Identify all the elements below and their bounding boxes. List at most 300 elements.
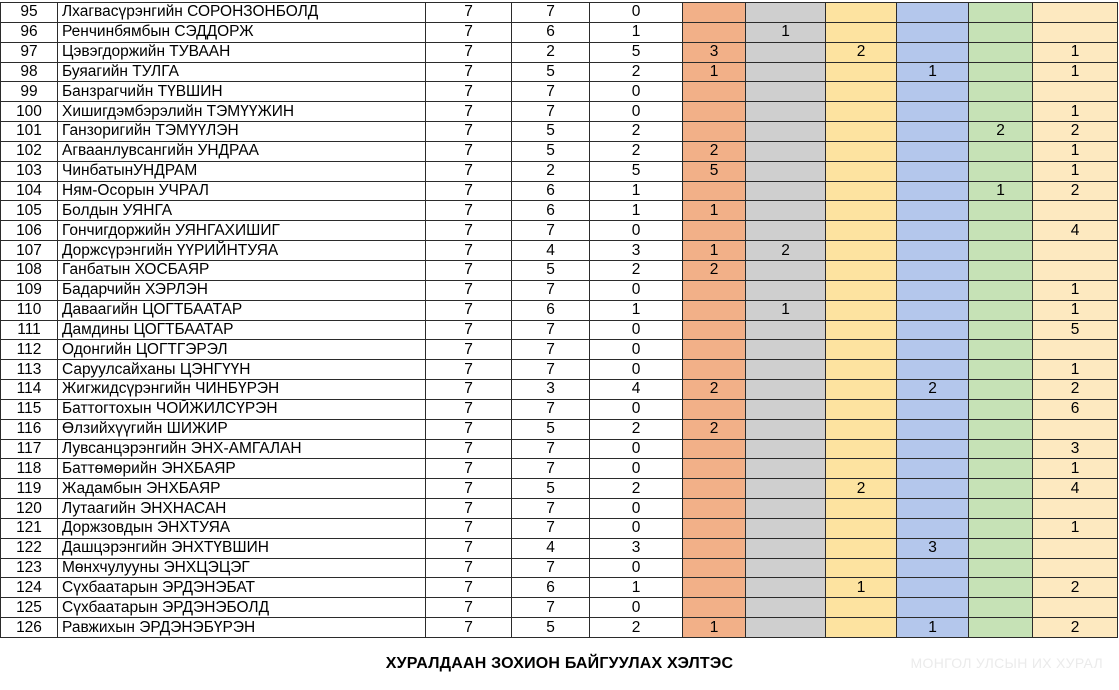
row-number-cell: 125 <box>1 598 58 618</box>
category-1-cell <box>683 221 746 241</box>
absent-count-cell: 4 <box>590 380 683 400</box>
total-count-cell: 7 <box>426 459 512 479</box>
absent-count-cell: 3 <box>590 538 683 558</box>
category-2-cell <box>746 558 826 578</box>
total-count-cell: 7 <box>426 260 512 280</box>
category-6-cell <box>1033 419 1118 439</box>
present-count-cell: 7 <box>512 558 590 578</box>
category-5-cell <box>969 3 1033 23</box>
category-3-cell <box>826 181 897 201</box>
category-1-cell <box>683 82 746 102</box>
absent-count-cell: 0 <box>590 439 683 459</box>
member-name-cell: Лувсанцэрэнгийн ЭНХ-АМГАЛАН <box>58 439 426 459</box>
table-row <box>1 499 1118 519</box>
category-6-cell: 2 <box>1033 618 1118 638</box>
table-row <box>1 3 1118 23</box>
absent-count-cell: 2 <box>590 419 683 439</box>
category-1-cell: 1 <box>683 62 746 82</box>
member-name-cell: Дашцэрэнгийн ЭНХТҮВШИН <box>58 538 426 558</box>
category-2-cell <box>746 42 826 62</box>
present-count-cell: 2 <box>512 161 590 181</box>
category-4-cell <box>897 360 969 380</box>
category-5-cell <box>969 82 1033 102</box>
category-4-cell <box>897 300 969 320</box>
category-5-cell <box>969 538 1033 558</box>
category-2-cell <box>746 499 826 519</box>
category-6-cell <box>1033 499 1118 519</box>
total-count-cell: 7 <box>426 241 512 261</box>
absent-count-cell: 1 <box>590 22 683 42</box>
absent-count-cell: 0 <box>590 340 683 360</box>
table-row <box>1 360 1118 380</box>
category-2-cell <box>746 479 826 499</box>
category-4-cell <box>897 22 969 42</box>
table-row <box>1 241 1118 261</box>
absent-count-cell: 0 <box>590 3 683 23</box>
row-number-cell: 102 <box>1 141 58 161</box>
absent-count-cell: 0 <box>590 360 683 380</box>
category-6-cell: 1 <box>1033 360 1118 380</box>
category-1-cell <box>683 538 746 558</box>
category-2-cell <box>746 399 826 419</box>
category-3-cell <box>826 122 897 142</box>
category-5-cell <box>969 380 1033 400</box>
total-count-cell: 7 <box>426 380 512 400</box>
category-2-cell <box>746 62 826 82</box>
table-row <box>1 22 1118 42</box>
category-2-cell <box>746 3 826 23</box>
category-4-cell <box>897 399 969 419</box>
member-name-cell: Өлзийхүүгийн ШИЖИР <box>58 419 426 439</box>
absent-count-cell: 3 <box>590 241 683 261</box>
total-count-cell: 7 <box>426 578 512 598</box>
category-2-cell <box>746 260 826 280</box>
category-1-cell <box>683 518 746 538</box>
row-number-cell: 119 <box>1 479 58 499</box>
table-row <box>1 320 1118 340</box>
table-row <box>1 122 1118 142</box>
row-number-cell: 111 <box>1 320 58 340</box>
total-count-cell: 7 <box>426 280 512 300</box>
category-3-cell <box>826 538 897 558</box>
category-5-cell <box>969 459 1033 479</box>
category-2-cell <box>746 538 826 558</box>
category-6-cell <box>1033 598 1118 618</box>
category-3-cell <box>826 82 897 102</box>
category-1-cell: 2 <box>683 419 746 439</box>
category-2-cell <box>746 380 826 400</box>
category-5-cell <box>969 439 1033 459</box>
category-6-cell <box>1033 260 1118 280</box>
member-name-cell: Одонгийн ЦОГТГЭРЭЛ <box>58 340 426 360</box>
category-5-cell <box>969 399 1033 419</box>
category-6-cell: 1 <box>1033 102 1118 122</box>
member-name-cell: Цэвэгдоржийн ТУВААН <box>58 42 426 62</box>
table-row <box>1 141 1118 161</box>
category-5-cell <box>969 499 1033 519</box>
row-number-cell: 108 <box>1 260 58 280</box>
row-number-cell: 126 <box>1 618 58 638</box>
category-1-cell <box>683 499 746 519</box>
present-count-cell: 5 <box>512 419 590 439</box>
member-name-cell: Банзрагчийн ТҮВШИН <box>58 82 426 102</box>
category-3-cell <box>826 102 897 122</box>
table-row <box>1 399 1118 419</box>
present-count-cell: 7 <box>512 399 590 419</box>
row-number-cell: 115 <box>1 399 58 419</box>
category-1-cell <box>683 360 746 380</box>
absent-count-cell: 0 <box>590 499 683 519</box>
category-1-cell <box>683 3 746 23</box>
category-2-cell <box>746 320 826 340</box>
category-6-cell <box>1033 22 1118 42</box>
absent-count-cell: 2 <box>590 618 683 638</box>
category-3-cell <box>826 320 897 340</box>
category-1-cell: 1 <box>683 618 746 638</box>
category-4-cell <box>897 518 969 538</box>
absent-count-cell: 1 <box>590 300 683 320</box>
row-number-cell: 110 <box>1 300 58 320</box>
absent-count-cell: 2 <box>590 122 683 142</box>
category-2-cell <box>746 221 826 241</box>
category-4-cell <box>897 181 969 201</box>
absent-count-cell: 0 <box>590 102 683 122</box>
category-2-cell <box>746 578 826 598</box>
total-count-cell: 7 <box>426 102 512 122</box>
row-number-cell: 105 <box>1 201 58 221</box>
absent-count-cell: 0 <box>590 320 683 340</box>
present-count-cell: 7 <box>512 518 590 538</box>
category-5-cell <box>969 280 1033 300</box>
category-3-cell <box>826 558 897 578</box>
category-6-cell: 1 <box>1033 459 1118 479</box>
category-6-cell: 1 <box>1033 280 1118 300</box>
category-4-cell <box>897 102 969 122</box>
category-4-cell <box>897 320 969 340</box>
table-row <box>1 618 1118 638</box>
table-row <box>1 518 1118 538</box>
category-1-cell <box>683 479 746 499</box>
category-4-cell <box>897 260 969 280</box>
absent-count-cell: 1 <box>590 201 683 221</box>
category-5-cell <box>969 360 1033 380</box>
category-5-cell <box>969 300 1033 320</box>
absent-count-cell: 1 <box>590 181 683 201</box>
category-3-cell <box>826 3 897 23</box>
present-count-cell: 7 <box>512 221 590 241</box>
category-3-cell <box>826 459 897 479</box>
category-6-cell <box>1033 201 1118 221</box>
present-count-cell: 7 <box>512 3 590 23</box>
department-title: ХУРАЛДААН ЗОХИОН БАЙГУУЛАХ ХЭЛТЭС <box>385 655 734 672</box>
row-number-cell: 122 <box>1 538 58 558</box>
member-name-cell: Баттөмөрийн ЭНХБАЯР <box>58 459 426 479</box>
category-3-cell <box>826 62 897 82</box>
category-6-cell: 1 <box>1033 300 1118 320</box>
member-name-cell: ЧинбатынУНДРАМ <box>58 161 426 181</box>
category-4-cell <box>897 201 969 221</box>
category-3-cell <box>826 280 897 300</box>
category-5-cell: 2 <box>969 122 1033 142</box>
category-3-cell <box>826 419 897 439</box>
present-count-cell: 6 <box>512 201 590 221</box>
present-count-cell: 7 <box>512 320 590 340</box>
table-row <box>1 161 1118 181</box>
absent-count-cell: 5 <box>590 42 683 62</box>
present-count-cell: 6 <box>512 300 590 320</box>
category-6-cell: 2 <box>1033 122 1118 142</box>
table-row <box>1 558 1118 578</box>
member-name-cell: Сүхбаатарын ЭРДЭНЭБОЛД <box>58 598 426 618</box>
category-5-cell <box>969 22 1033 42</box>
total-count-cell: 7 <box>426 201 512 221</box>
table-row <box>1 459 1118 479</box>
member-name-cell: Доржсүрэнгийн ҮҮРИЙНТУЯА <box>58 241 426 261</box>
member-name-cell: Равжихын ЭРДЭНЭБҮРЭН <box>58 618 426 638</box>
category-5-cell <box>969 141 1033 161</box>
category-6-cell <box>1033 82 1118 102</box>
row-number-cell: 121 <box>1 518 58 538</box>
table-body <box>1 3 1118 638</box>
row-number-cell: 107 <box>1 241 58 261</box>
total-count-cell: 7 <box>426 22 512 42</box>
category-5-cell <box>969 42 1033 62</box>
category-6-cell <box>1033 558 1118 578</box>
row-number-cell: 95 <box>1 3 58 23</box>
member-name-cell: Гончигдоржийн УЯНГАХИШИГ <box>58 221 426 241</box>
category-5-cell <box>969 221 1033 241</box>
category-3-cell <box>826 260 897 280</box>
category-5-cell <box>969 479 1033 499</box>
row-number-cell: 99 <box>1 82 58 102</box>
member-name-cell: Жадамбын ЭНХБАЯР <box>58 479 426 499</box>
table-row <box>1 439 1118 459</box>
category-5-cell <box>969 320 1033 340</box>
member-name-cell: Ганбатын ХОСБАЯР <box>58 260 426 280</box>
present-count-cell: 6 <box>512 181 590 201</box>
category-2-cell <box>746 280 826 300</box>
category-1-cell <box>683 181 746 201</box>
table-row <box>1 181 1118 201</box>
category-4-cell <box>897 479 969 499</box>
category-3-cell <box>826 598 897 618</box>
category-1-cell: 3 <box>683 42 746 62</box>
present-count-cell: 7 <box>512 82 590 102</box>
category-1-cell <box>683 598 746 618</box>
member-name-cell: Жигжидсүрэнгийн ЧИНБҮРЭН <box>58 380 426 400</box>
category-3-cell <box>826 518 897 538</box>
category-6-cell: 6 <box>1033 399 1118 419</box>
row-number-cell: 106 <box>1 221 58 241</box>
category-1-cell: 2 <box>683 260 746 280</box>
category-1-cell: 5 <box>683 161 746 181</box>
category-3-cell <box>826 22 897 42</box>
category-3-cell <box>826 161 897 181</box>
category-4-cell <box>897 578 969 598</box>
category-1-cell <box>683 102 746 122</box>
category-4-cell <box>897 122 969 142</box>
present-count-cell: 7 <box>512 280 590 300</box>
category-1-cell: 1 <box>683 241 746 261</box>
present-count-cell: 7 <box>512 360 590 380</box>
total-count-cell: 7 <box>426 518 512 538</box>
row-number-cell: 117 <box>1 439 58 459</box>
present-count-cell: 7 <box>512 598 590 618</box>
category-1-cell <box>683 578 746 598</box>
table-row <box>1 260 1118 280</box>
total-count-cell: 7 <box>426 161 512 181</box>
row-number-cell: 101 <box>1 122 58 142</box>
category-5-cell: 1 <box>969 181 1033 201</box>
category-2-cell <box>746 518 826 538</box>
category-3-cell <box>826 618 897 638</box>
present-count-cell: 5 <box>512 62 590 82</box>
total-count-cell: 7 <box>426 122 512 142</box>
category-6-cell: 2 <box>1033 380 1118 400</box>
row-number-cell: 123 <box>1 558 58 578</box>
table-row <box>1 82 1118 102</box>
category-1-cell <box>683 320 746 340</box>
absent-count-cell: 0 <box>590 280 683 300</box>
category-4-cell <box>897 558 969 578</box>
category-2-cell: 1 <box>746 300 826 320</box>
category-6-cell: 1 <box>1033 62 1118 82</box>
absent-count-cell: 0 <box>590 399 683 419</box>
category-6-cell: 4 <box>1033 479 1118 499</box>
row-number-cell: 118 <box>1 459 58 479</box>
absent-count-cell: 2 <box>590 62 683 82</box>
member-name-cell: Сүхбаатарын ЭРДЭНЭБАТ <box>58 578 426 598</box>
table-row <box>1 598 1118 618</box>
category-2-cell <box>746 340 826 360</box>
total-count-cell: 7 <box>426 181 512 201</box>
category-3-cell <box>826 241 897 261</box>
member-name-cell: Агваанлувсангийн УНДРАА <box>58 141 426 161</box>
category-2-cell <box>746 439 826 459</box>
row-number-cell: 116 <box>1 419 58 439</box>
table-row <box>1 201 1118 221</box>
category-3-cell: 2 <box>826 42 897 62</box>
watermark: МОНГОЛ УЛСЫН ИХ ХУРАЛ <box>910 655 1103 671</box>
category-1-cell: 2 <box>683 380 746 400</box>
total-count-cell: 7 <box>426 618 512 638</box>
category-3-cell <box>826 439 897 459</box>
category-2-cell <box>746 122 826 142</box>
category-3-cell <box>826 221 897 241</box>
member-name-cell: Болдын УЯНГА <box>58 201 426 221</box>
table-row <box>1 380 1118 400</box>
table-row <box>1 102 1118 122</box>
category-5-cell <box>969 518 1033 538</box>
total-count-cell: 7 <box>426 42 512 62</box>
category-6-cell <box>1033 241 1118 261</box>
category-3-cell <box>826 360 897 380</box>
category-6-cell: 4 <box>1033 221 1118 241</box>
category-4-cell <box>897 141 969 161</box>
category-3-cell <box>826 201 897 221</box>
category-3-cell: 2 <box>826 479 897 499</box>
row-number-cell: 104 <box>1 181 58 201</box>
total-count-cell: 7 <box>426 558 512 578</box>
total-count-cell: 7 <box>426 82 512 102</box>
total-count-cell: 7 <box>426 340 512 360</box>
category-2-cell <box>746 181 826 201</box>
member-name-cell: Хишигдэмбэрэлийн ТЭМҮҮЖИН <box>58 102 426 122</box>
category-3-cell <box>826 499 897 519</box>
member-name-cell: Ренчинбямбын СЭДДОРЖ <box>58 22 426 42</box>
present-count-cell: 6 <box>512 22 590 42</box>
absent-count-cell: 0 <box>590 221 683 241</box>
category-6-cell: 2 <box>1033 578 1118 598</box>
category-2-cell <box>746 102 826 122</box>
category-5-cell <box>969 598 1033 618</box>
absent-count-cell: 2 <box>590 479 683 499</box>
category-4-cell <box>897 419 969 439</box>
category-2-cell <box>746 161 826 181</box>
category-4-cell <box>897 439 969 459</box>
category-4-cell <box>897 161 969 181</box>
absent-count-cell: 0 <box>590 558 683 578</box>
category-5-cell <box>969 241 1033 261</box>
category-6-cell <box>1033 340 1118 360</box>
category-1-cell <box>683 22 746 42</box>
present-count-cell: 5 <box>512 618 590 638</box>
total-count-cell: 7 <box>426 538 512 558</box>
category-6-cell: 1 <box>1033 161 1118 181</box>
category-6-cell <box>1033 3 1118 23</box>
category-2-cell <box>746 598 826 618</box>
category-2-cell <box>746 141 826 161</box>
row-number-cell: 113 <box>1 360 58 380</box>
category-4-cell <box>897 598 969 618</box>
category-2-cell <box>746 618 826 638</box>
absent-count-cell: 2 <box>590 141 683 161</box>
category-5-cell <box>969 419 1033 439</box>
category-3-cell <box>826 300 897 320</box>
category-2-cell <box>746 419 826 439</box>
present-count-cell: 7 <box>512 102 590 122</box>
category-3-cell <box>826 340 897 360</box>
member-name-cell: Мөнхчулууны ЭНХЦЭЦЭГ <box>58 558 426 578</box>
total-count-cell: 7 <box>426 221 512 241</box>
attendance-table <box>0 2 1118 638</box>
category-4-cell <box>897 280 969 300</box>
absent-count-cell: 0 <box>590 82 683 102</box>
category-5-cell <box>969 102 1033 122</box>
present-count-cell: 7 <box>512 439 590 459</box>
category-3-cell: 1 <box>826 578 897 598</box>
category-6-cell: 1 <box>1033 141 1118 161</box>
total-count-cell: 7 <box>426 598 512 618</box>
member-name-cell: Саруулсайханы ЦЭНГҮҮН <box>58 360 426 380</box>
absent-count-cell: 0 <box>590 518 683 538</box>
absent-count-cell: 1 <box>590 578 683 598</box>
category-1-cell: 1 <box>683 201 746 221</box>
present-count-cell: 5 <box>512 479 590 499</box>
category-3-cell <box>826 399 897 419</box>
category-5-cell <box>969 340 1033 360</box>
present-count-cell: 7 <box>512 459 590 479</box>
present-count-cell: 7 <box>512 340 590 360</box>
row-number-cell: 100 <box>1 102 58 122</box>
category-1-cell <box>683 399 746 419</box>
category-2-cell <box>746 360 826 380</box>
category-6-cell: 1 <box>1033 42 1118 62</box>
table-row <box>1 280 1118 300</box>
table-row <box>1 479 1118 499</box>
row-number-cell: 124 <box>1 578 58 598</box>
total-count-cell: 7 <box>426 439 512 459</box>
